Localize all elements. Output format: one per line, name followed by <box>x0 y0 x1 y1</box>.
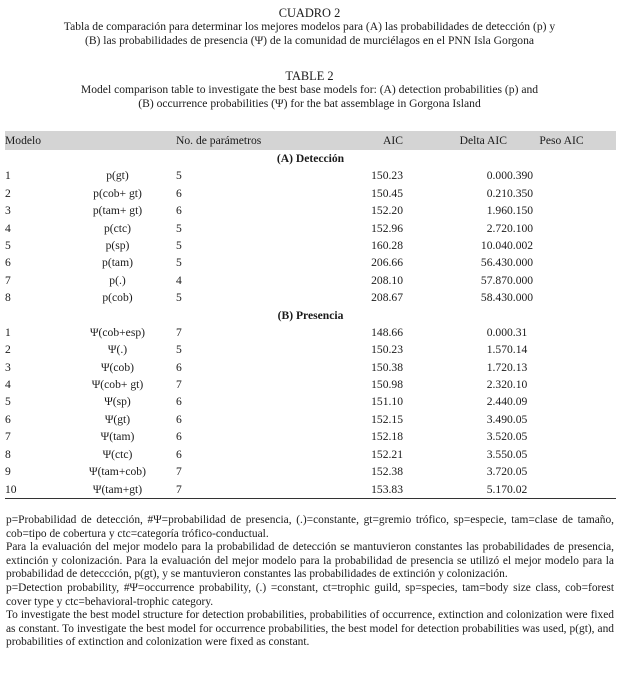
peso-aic-value: 0.150 <box>507 204 534 218</box>
table-row <box>5 341 616 358</box>
header-delta-aic: Delta AIC <box>459 134 507 147</box>
aic-value: 153.83 <box>333 480 403 498</box>
parameter-count: 5 <box>176 169 182 183</box>
row-number: 3 <box>5 360 11 374</box>
parameter-count: 6 <box>176 204 182 218</box>
parameter-count: 4 <box>176 273 182 287</box>
delta-aic-value: 0.00 <box>486 325 507 339</box>
delta-aic-value: 1.96 <box>486 204 507 218</box>
model-name: p(cob) <box>102 291 133 305</box>
aic-value: 150.98 <box>371 378 403 392</box>
parameter-count: 6 <box>176 186 182 200</box>
aic-value: 208.10 <box>371 273 403 287</box>
peso-aic-value: 0.05 <box>507 465 528 479</box>
table-row <box>5 324 616 341</box>
section-a-label: (A) Detección <box>276 152 345 165</box>
parameter-count: 6 <box>176 430 182 444</box>
row-number: 6 <box>5 412 11 426</box>
peso-aic-value: 0.350 <box>507 186 534 200</box>
peso-aic-value: 0.13 <box>507 360 528 374</box>
parameter-count: 6 <box>176 447 182 461</box>
row-number: 4 <box>5 221 11 235</box>
peso-aic-value: 0.09 <box>507 395 528 409</box>
row-number: 2 <box>5 186 11 200</box>
aic-value: 208.67 <box>371 291 403 305</box>
model-name: Ψ(cob) <box>100 360 134 374</box>
delta-aic-value: 10.04 <box>480 238 507 252</box>
parameter-count: 7 <box>176 325 182 339</box>
peso-aic-value: 0.02 <box>507 480 616 498</box>
table-row <box>5 463 616 480</box>
table-row <box>5 480 616 498</box>
delta-aic-value: 0.21 <box>486 186 507 200</box>
parameter-count: 6 <box>176 412 182 426</box>
delta-aic-value: 2.32 <box>486 378 507 392</box>
table-row <box>5 446 616 463</box>
peso-aic-value: 0.05 <box>507 430 528 444</box>
caption-en-line-1: Model comparison table to investigate the best base models for: (A) detection probabilities (p) and <box>80 83 539 96</box>
aic-value: 150.45 <box>371 186 403 200</box>
model-name: Ψ(tam+cob) <box>89 465 146 479</box>
model-name: p(ctc) <box>103 221 132 235</box>
aic-value: 152.20 <box>371 204 403 218</box>
peso-aic-value: 0.14 <box>507 343 528 357</box>
parameter-count: 5 <box>176 256 182 270</box>
delta-aic-value: 3.49 <box>486 412 507 426</box>
model-name: Ψ(ctc) <box>102 447 133 461</box>
table-row <box>5 358 616 375</box>
table-row <box>5 428 616 445</box>
header-aic: AIC <box>383 134 403 147</box>
model-name: p(tam+ gt) <box>92 204 143 218</box>
delta-aic-value: 2.72 <box>486 221 507 235</box>
peso-aic-value: 0.000 <box>507 273 534 287</box>
delta-aic-value: 1.72 <box>486 360 507 374</box>
section-b-label: (B) Presencia <box>277 308 344 322</box>
model-name: Ψ(tam) <box>100 430 135 444</box>
delta-aic-value: 5.17 <box>403 480 507 498</box>
row-number: 8 <box>5 291 11 305</box>
parameter-count: 5 <box>176 221 182 235</box>
parameter-count: 7 <box>176 378 182 392</box>
caption-es-line-2: (B) las probabilidades de presencia (Ψ) de la comunidad de murciélagos en el PNN Isla Gorgona <box>84 34 535 47</box>
row-number: 7 <box>5 430 11 444</box>
row-number: 2 <box>5 343 11 357</box>
table-row <box>5 393 616 410</box>
delta-aic-value: 57.87 <box>480 273 507 287</box>
table-row <box>5 254 616 271</box>
delta-aic-value: 0.00 <box>486 169 507 183</box>
table-notes <box>6 514 614 650</box>
aic-value: 150.23 <box>371 343 403 357</box>
row-number: 5 <box>5 238 11 252</box>
peso-aic-value: 0.31 <box>507 325 528 339</box>
table-row <box>5 289 616 306</box>
peso-aic-value: 0.000 <box>507 291 534 305</box>
peso-aic-value: 0.000 <box>507 256 534 270</box>
row-number: 7 <box>5 273 11 287</box>
model-name: Ψ(tam+gt) <box>59 480 176 498</box>
model-name: p(tam) <box>102 256 133 270</box>
aic-value: 152.21 <box>371 447 403 461</box>
aic-value: 148.66 <box>371 325 403 339</box>
table-body <box>5 150 616 498</box>
delta-aic-value: 3.52 <box>486 430 507 444</box>
aic-value: 152.96 <box>371 221 403 235</box>
model-name: Ψ(cob+ gt) <box>91 378 144 392</box>
header-modelo: Modelo <box>5 134 42 147</box>
aic-value: 152.15 <box>371 412 403 426</box>
header-parameters: No. de parámetros <box>176 134 262 147</box>
row-number: 10 <box>5 480 59 498</box>
peso-aic-value: 0.390 <box>507 169 534 183</box>
delta-aic-value: 56.43 <box>480 256 507 270</box>
row-number: 1 <box>5 325 11 339</box>
model-name: p(cob+ gt) <box>93 186 142 200</box>
header-model-name <box>59 131 176 150</box>
note-abbreviations-en: p=Detection probability, #Ψ=occurrence probability, (.) =constant, ct=trophic guild, sp=species, tam=body size class, cob=forest cover type y ctc=behavioral-trophic category. <box>6 581 614 608</box>
model-name: Ψ(sp) <box>104 395 131 409</box>
note-method-es: Para la evaluación del mejor modelo para la probabilidad de detección se mantuvieron constantes las probabilidades de presencia, extinción y colonización. Para la evaluación del mejor modelo para la probabilidad de presencia se utilizó el mejor modelo para la probabilidad de deteccción, p(gt), y se mantuvieron constantes las probabilidades de extinción y colonización. <box>6 541 614 581</box>
model-name: p(gt) <box>106 169 129 183</box>
parameter-count: 5 <box>176 343 182 357</box>
table-label-en: TABLE 2 <box>285 69 334 83</box>
parameter-count: 7 <box>176 480 333 498</box>
model-name: Ψ(.) <box>107 343 128 357</box>
row-number: 1 <box>5 169 11 183</box>
note-abbreviations-es: p=Probabilidad de detección, #Ψ=probabilidad de presencia, (.)=constante, gt=gremio trófico, sp=especie, tam=clase de tamaño, cob=tipo de cobertura y ctc=categoría trófico-conductual. <box>6 514 614 540</box>
model-name: Ψ(cob+esp) <box>89 325 145 339</box>
peso-aic-value: 0.100 <box>507 221 534 235</box>
parameter-count: 6 <box>176 360 182 374</box>
section-row-b <box>5 307 616 324</box>
delta-aic-value: 2.44 <box>486 395 507 409</box>
delta-aic-value: 3.72 <box>486 465 507 479</box>
caption-english <box>0 69 619 111</box>
aic-value: 150.23 <box>371 169 403 183</box>
table-row <box>5 376 616 393</box>
header-peso-aic: Peso AIC <box>539 134 584 147</box>
peso-aic-value: 0.05 <box>507 412 528 426</box>
table-row <box>5 237 616 254</box>
aic-value: 206.66 <box>371 256 403 270</box>
model-comparison-table <box>5 131 616 499</box>
table-row <box>5 272 616 289</box>
table-row <box>5 167 616 184</box>
table-row <box>5 184 616 201</box>
delta-aic-value: 58.43 <box>480 291 507 305</box>
parameter-count: 5 <box>176 238 182 252</box>
caption-spanish <box>0 6 619 48</box>
caption-es-line-1: Tabla de comparación para determinar los mejores modelos para (A) las probabilidades de detección (p) y <box>63 20 556 33</box>
table-label-es: CUADRO 2 <box>278 6 341 20</box>
delta-aic-value: 3.55 <box>486 447 507 461</box>
peso-aic-value: 0.002 <box>507 238 534 252</box>
aic-value: 152.18 <box>371 430 403 444</box>
row-number: 5 <box>5 395 11 409</box>
peso-aic-value: 0.05 <box>507 447 528 461</box>
aic-value: 160.28 <box>371 238 403 252</box>
delta-aic-value: 1.57 <box>486 343 507 357</box>
row-number: 6 <box>5 256 11 270</box>
section-row-a <box>5 150 616 167</box>
caption-en-line-2: (B) occurrence probabilities (Ψ) for the bat assemblage in Gorgona Island <box>138 97 481 110</box>
table-header-row <box>5 131 616 150</box>
aic-value: 152.38 <box>371 465 403 479</box>
parameter-count: 5 <box>176 291 182 305</box>
parameter-count: 6 <box>176 395 182 409</box>
table-row <box>5 219 616 236</box>
note-method-en: To investigate the best model structure for detection probabilities, probabilities of occurrence, extinction and colonization were fixed as constant. To investigate the best model for occurrence probabilities, the best model for detection probabilities was used, p(gt), and probabilities of extinction and colonization were fixed as constant. <box>6 609 614 649</box>
peso-aic-value: 0.10 <box>507 378 528 392</box>
row-number: 3 <box>5 204 11 218</box>
model-name: p(.) <box>109 273 126 287</box>
table-row <box>5 202 616 219</box>
aic-value: 150.38 <box>371 360 403 374</box>
parameter-count: 7 <box>176 465 182 479</box>
row-number: 9 <box>5 465 11 479</box>
model-name: Ψ(gt) <box>104 412 131 426</box>
aic-value: 151.10 <box>371 395 403 409</box>
table-row <box>5 411 616 428</box>
row-number: 8 <box>5 447 11 461</box>
row-number: 4 <box>5 378 11 392</box>
model-name: p(sp) <box>105 238 130 252</box>
